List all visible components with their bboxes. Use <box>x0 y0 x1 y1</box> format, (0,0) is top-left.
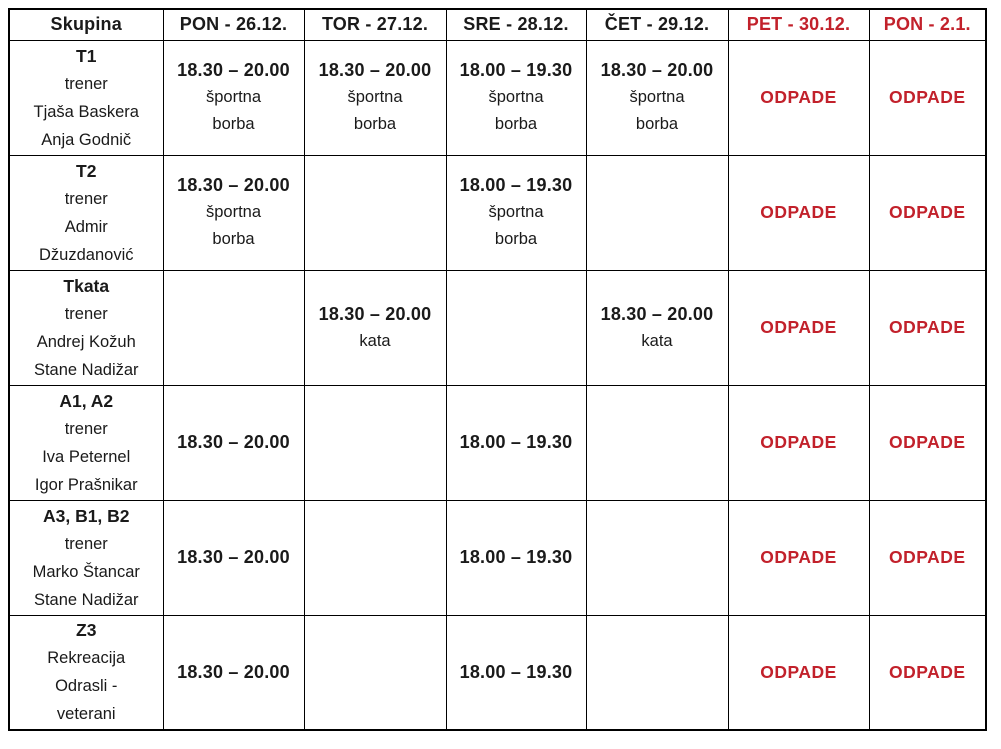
cancelled-status: ODPADE <box>760 317 837 337</box>
group-line: Andrej Kožuh <box>36 332 136 351</box>
group-cell <box>9 155 163 270</box>
session-note: kata <box>359 331 391 350</box>
group-cell <box>9 500 163 615</box>
column-header-cet-2912: ČET - 29.12. <box>586 9 728 40</box>
session-note: športna <box>347 88 403 106</box>
group-title: T1 <box>76 45 97 66</box>
group-cell <box>9 615 163 730</box>
cancelled-status: ODPADE <box>760 87 837 107</box>
day-cell <box>446 500 586 615</box>
day-cell <box>728 155 869 270</box>
day-cell <box>163 500 304 615</box>
session-time: 18.00 – 19.30 <box>459 661 573 682</box>
column-header-pon-21: PON - 2.1. <box>869 9 986 40</box>
session-time: 18.30 – 20.00 <box>177 547 290 567</box>
day-cell <box>304 500 446 615</box>
day-cell <box>446 385 586 500</box>
day-cell <box>869 615 986 730</box>
session-time: 18.30 – 20.00 <box>177 175 290 195</box>
cancelled-status: ODPADE <box>888 661 966 682</box>
session-time: 18.30 – 20.00 <box>600 60 714 80</box>
day-cell <box>163 615 304 730</box>
group-title: T2 <box>76 160 97 181</box>
schedule-body <box>9 40 986 730</box>
session-note: športna <box>488 88 544 106</box>
session-note: športna <box>488 203 544 221</box>
day-cell <box>163 385 304 500</box>
day-cell <box>728 385 869 500</box>
table-row <box>9 40 986 155</box>
day-cell <box>304 270 446 385</box>
session-time: 18.00 – 19.30 <box>459 175 573 195</box>
group-line: trener <box>64 189 108 208</box>
group-line: trener <box>64 534 108 553</box>
group-line: Tjaša Baskera <box>33 102 139 121</box>
day-cell <box>869 270 986 385</box>
column-header-sre-2812: SRE - 28.12. <box>446 9 586 40</box>
day-cell <box>304 615 446 730</box>
day-cell <box>163 270 304 385</box>
day-cell <box>586 500 728 615</box>
group-line: veterani <box>56 705 116 724</box>
session-note: borba <box>212 115 255 133</box>
group-line: Iva Peternel <box>42 447 131 466</box>
day-cell <box>869 500 986 615</box>
day-cell <box>728 500 869 615</box>
table-row <box>9 615 986 730</box>
group-title: Z3 <box>76 620 97 641</box>
day-cell <box>728 40 869 155</box>
table-row <box>9 270 986 385</box>
session-note: športna <box>629 88 685 106</box>
table-row <box>9 500 986 615</box>
session-time: 18.30 – 20.00 <box>177 432 290 452</box>
table-row <box>9 385 986 500</box>
day-cell <box>586 385 728 500</box>
group-line: Džuzdanović <box>39 245 134 264</box>
column-header-tor-2712: TOR - 27.12. <box>304 9 446 40</box>
cancelled-status: ODPADE <box>888 432 966 452</box>
group-line: Stane Nadižar <box>33 590 139 609</box>
cancelled-status: ODPADE <box>888 547 966 567</box>
group-line: trener <box>64 419 108 438</box>
day-cell <box>586 270 728 385</box>
table-header <box>9 9 986 40</box>
session-note: borba <box>635 115 679 133</box>
day-cell <box>869 40 986 155</box>
session-note: borba <box>494 115 538 133</box>
group-line: Odrasli - <box>55 677 118 696</box>
table-row <box>9 155 986 270</box>
session-note: borba <box>353 115 397 133</box>
day-cell <box>446 270 586 385</box>
day-cell <box>586 155 728 270</box>
session-note: borba <box>494 230 538 248</box>
day-cell <box>446 615 586 730</box>
group-cell <box>9 40 163 155</box>
day-cell <box>728 615 869 730</box>
cancelled-status: ODPADE <box>760 547 837 567</box>
column-header-pet-3012: PET - 30.12. <box>728 9 869 40</box>
day-cell <box>446 155 586 270</box>
group-line: Admir <box>64 217 108 236</box>
cancelled-status: ODPADE <box>760 202 837 222</box>
session-time: 18.30 – 20.00 <box>177 60 290 80</box>
group-title: A3, B1, B2 <box>42 505 130 526</box>
session-note: kata <box>641 331 673 350</box>
training-schedule-table <box>8 8 987 731</box>
session-time: 18.00 – 19.30 <box>459 432 573 452</box>
group-line: trener <box>64 304 108 323</box>
group-line: Anja Godnič <box>41 130 132 149</box>
day-cell <box>304 40 446 155</box>
cancelled-status: ODPADE <box>888 317 966 337</box>
day-cell <box>304 385 446 500</box>
group-cell <box>9 270 163 385</box>
day-cell <box>869 385 986 500</box>
column-header-skupina: Skupina <box>9 9 163 40</box>
header-row <box>9 9 986 40</box>
day-cell <box>728 270 869 385</box>
session-note: športna <box>205 203 262 221</box>
day-cell <box>586 615 728 730</box>
day-cell <box>586 40 728 155</box>
session-note: športna <box>205 88 262 106</box>
session-time: 18.00 – 19.30 <box>459 547 573 567</box>
cancelled-status: ODPADE <box>760 661 837 682</box>
group-line: Stane Nadižar <box>33 360 139 379</box>
session-time: 18.30 – 20.00 <box>318 303 432 324</box>
group-line: Igor Prašnikar <box>34 475 138 494</box>
session-time: 18.30 – 20.00 <box>600 303 714 324</box>
cancelled-status: ODPADE <box>760 432 837 452</box>
session-time: 18.30 – 20.00 <box>318 60 432 80</box>
day-cell <box>446 40 586 155</box>
session-time: 18.30 – 20.00 <box>177 661 290 682</box>
cancelled-status: ODPADE <box>888 87 966 107</box>
group-line: trener <box>64 74 108 93</box>
group-title: A1, A2 <box>59 390 114 411</box>
day-cell <box>163 40 304 155</box>
day-cell <box>304 155 446 270</box>
group-line: Marko Štancar <box>32 562 140 581</box>
day-cell <box>163 155 304 270</box>
column-header-pon-2612: PON - 26.12. <box>163 9 304 40</box>
group-cell <box>9 385 163 500</box>
session-time: 18.00 – 19.30 <box>459 60 573 80</box>
session-note: borba <box>212 230 255 248</box>
day-cell <box>869 155 986 270</box>
group-line: Rekreacija <box>47 649 126 668</box>
cancelled-status: ODPADE <box>888 202 966 222</box>
group-title: Tkata <box>63 275 110 296</box>
